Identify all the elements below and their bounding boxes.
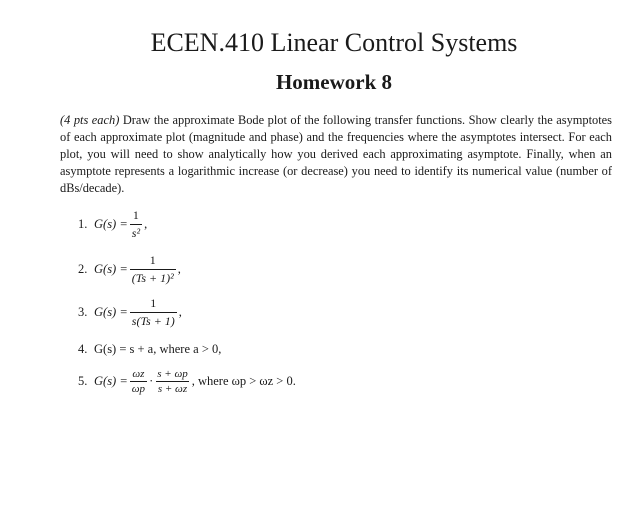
problem-number: 4.: [78, 342, 88, 356]
fraction: [130, 368, 147, 395]
problem-item: [78, 208, 147, 241]
fraction: [155, 368, 189, 395]
transfer-function-lhs: G(s) =: [94, 217, 128, 231]
fraction: [130, 296, 177, 329]
fraction: [130, 208, 142, 241]
denominator: s + ωz: [157, 383, 188, 395]
instructions-text: Draw the approximate Bode plot of the following transfer functions. Show clearly the asymptotes of each approximate plot (magnitude and phase) and the frequencies where the asymptotes intersect. For each plot, you will need to show analytically how you derived each approximating asymptote. Finally, when an asymptote represents a logarithmic increase (or decrease) you need to identify its numerical value (number of dBs/decade).: [60, 113, 612, 195]
suffix: ,: [178, 305, 182, 319]
problem-number: 3.: [78, 305, 88, 319]
denominator: s(Ts + 1): [131, 314, 175, 328]
numerator: 1: [150, 296, 157, 310]
page-title: ECEN.410 Linear Control Systems: [150, 28, 518, 57]
homework-title: Homework 8: [275, 70, 393, 94]
numerator: 1: [132, 208, 139, 222]
suffix: ,: [144, 217, 148, 231]
problem-number: 5.: [78, 374, 88, 388]
problem-number: 1.: [78, 217, 88, 231]
problem-number: 2.: [78, 262, 88, 276]
transfer-function-lhs: G(s) =: [94, 374, 128, 388]
points-label: (4 pts each): [60, 113, 120, 127]
suffix: ,: [177, 262, 181, 276]
problem-item: [78, 253, 181, 286]
problem-item: [78, 296, 182, 329]
suffix: , where ωp > ωz > 0.: [191, 374, 296, 388]
numerator: 1: [149, 253, 156, 267]
problem-instructions: [60, 112, 612, 197]
fraction: [130, 253, 176, 286]
multiply-dot: ·: [149, 374, 154, 388]
numerator: ωz: [132, 368, 145, 380]
denominator: (Ts + 1)²: [131, 271, 174, 285]
problem-item: [78, 342, 221, 357]
problem-item: [78, 368, 296, 395]
denominator: s²: [131, 226, 141, 240]
denominator: ωp: [131, 383, 146, 395]
problem-text: G(s) = s + a, where a > 0,: [94, 342, 222, 356]
transfer-function-lhs: G(s) =: [94, 305, 128, 319]
transfer-function-lhs: G(s) =: [94, 262, 128, 276]
numerator: s + ωp: [157, 368, 188, 380]
